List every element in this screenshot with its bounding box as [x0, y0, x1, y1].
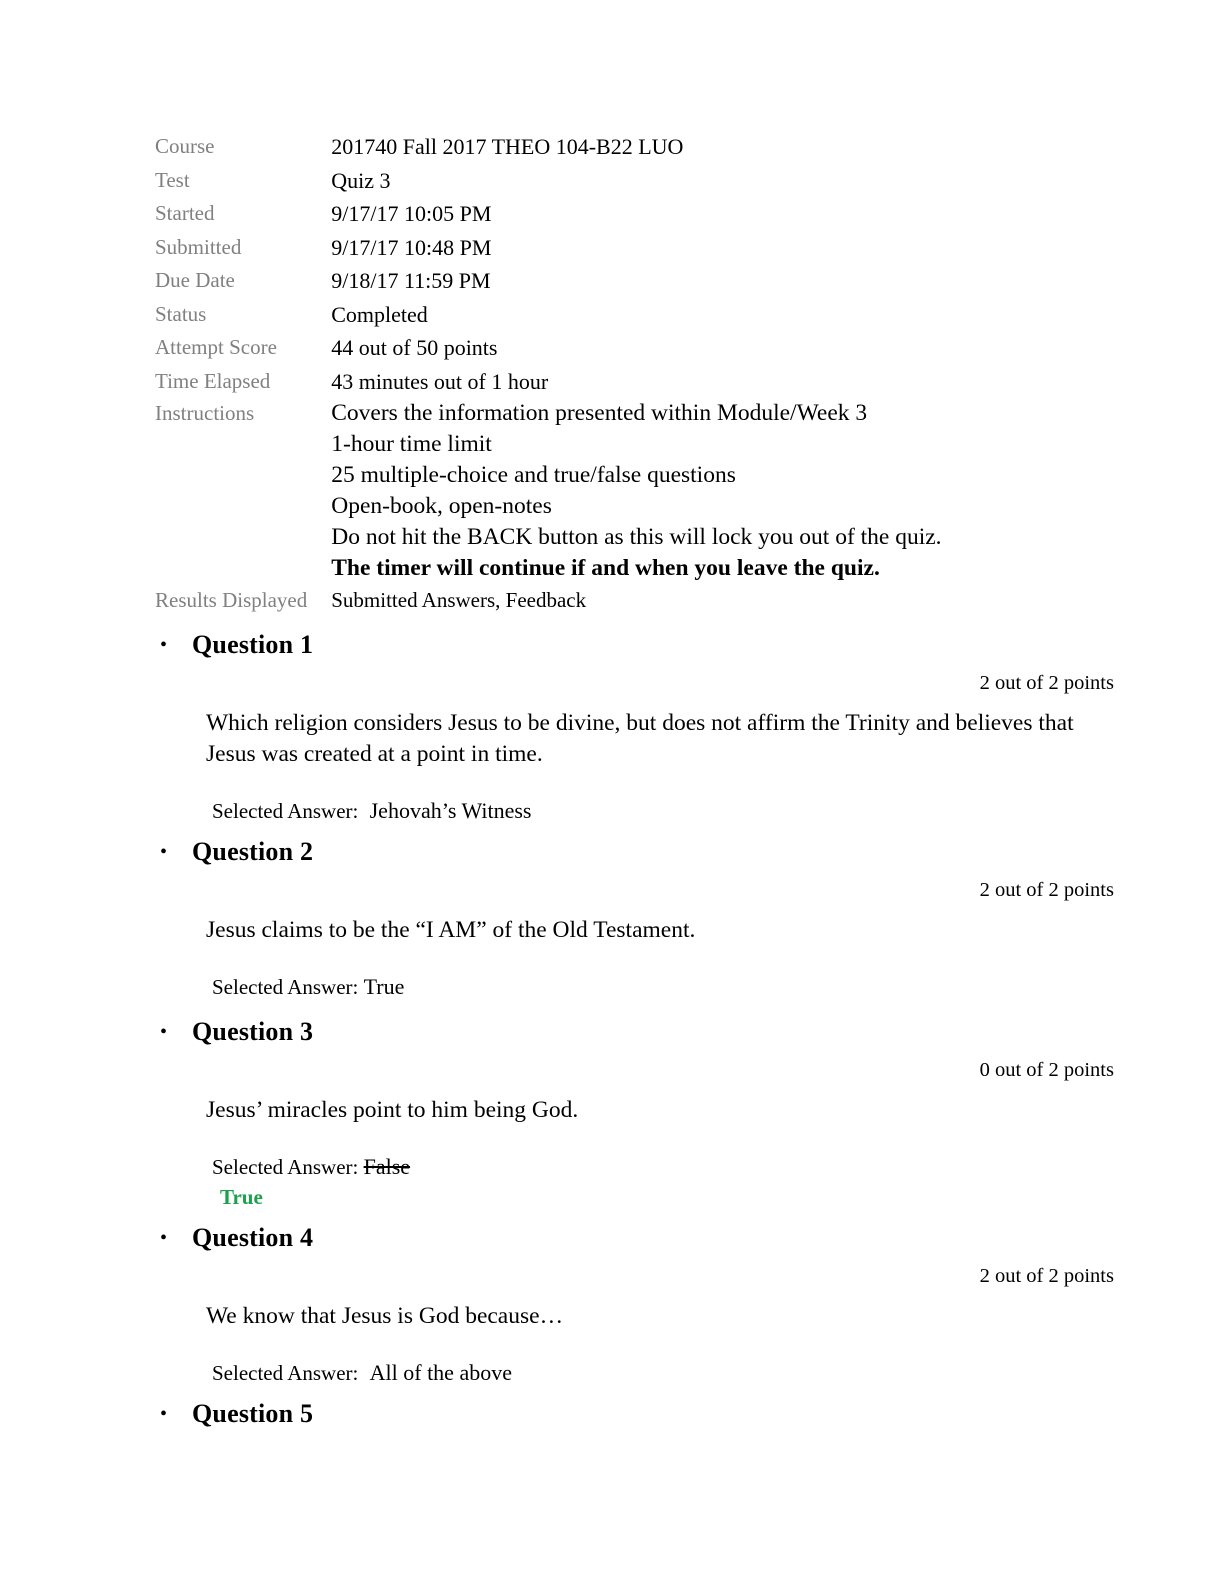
question-3 — [100, 1011, 1124, 1217]
quiz-info-table — [155, 130, 942, 616]
info-row-results-displayed — [155, 584, 942, 616]
selected-answer-value: Jehovah’s Witness — [369, 798, 532, 823]
question-text: Jesus claims to be the “I AM” of the Old Testament. — [206, 917, 696, 943]
info-label-test: Test — [155, 167, 190, 192]
spacer — [192, 1001, 1124, 1011]
instruction-line-4: Open-book, open-notes — [331, 493, 552, 519]
info-row-due-date — [155, 264, 942, 298]
selected-answer-label: Selected Answer: — [212, 1361, 359, 1385]
info-value-instructions — [331, 398, 941, 584]
question-answer-row — [212, 1359, 1124, 1387]
question-text: Jesus’ miracles point to him being God. — [206, 1097, 579, 1123]
info-value-test: Quiz 3 — [331, 167, 391, 193]
question-title: • Question 4 — [192, 1223, 314, 1252]
instruction-line-3: 25 multiple-choice and true/false questions — [331, 462, 736, 488]
info-label-started: Started — [155, 201, 215, 225]
instruction-line-1: Covers the information presented within Module/Week 3 — [331, 400, 868, 426]
info-row-submitted — [155, 231, 942, 265]
question-text: We know that Jesus is God because… — [206, 1303, 564, 1329]
info-label-submitted: Submitted — [155, 234, 242, 259]
question-title: • Question 5 — [192, 1399, 314, 1428]
info-label-attempt-score: Attempt Score — [155, 335, 277, 359]
question-answer-row — [212, 1153, 1124, 1211]
instruction-line-2: 1-hour time limit — [331, 431, 492, 457]
selected-answer-value: True — [363, 974, 405, 999]
info-label-status: Status — [155, 301, 207, 326]
question-1 — [100, 624, 1124, 831]
selected-answer-value: False — [363, 1154, 411, 1179]
info-value-status: Completed — [331, 301, 428, 327]
question-4 — [100, 1217, 1124, 1393]
question-list — [100, 624, 1124, 1435]
info-row-started — [155, 197, 942, 231]
question-answer-row — [212, 973, 1124, 1001]
question-points: 2 out of 2 points — [979, 879, 1114, 901]
question-title: • Question 3 — [192, 1017, 314, 1046]
info-value-submitted: 9/17/17 10:48 PM — [331, 234, 492, 260]
question-points: 2 out of 2 points — [979, 1265, 1114, 1287]
info-value-due-date: 9/18/17 11:59 PM — [331, 268, 491, 293]
info-value-results-displayed: Submitted Answers, Feedback — [331, 588, 587, 612]
info-value-attempt-score: 44 out of 50 points — [331, 335, 498, 360]
info-value-course: 201740 Fall 2017 THEO 104-B22 LUO — [331, 134, 684, 159]
question-5 — [100, 1393, 1124, 1435]
selected-answer-label: Selected Answer: — [212, 1155, 359, 1179]
selected-answer-label: Selected Answer: — [212, 975, 359, 999]
quiz-info-body — [155, 130, 942, 616]
info-row-instructions — [155, 398, 942, 584]
question-title: • Question 2 — [192, 837, 314, 866]
instruction-line-bold: The timer will continue if and when you leave the quiz. — [331, 555, 880, 581]
instruction-line-5: Do not hit the BACK button as this will lock you out of the quiz. — [331, 524, 942, 550]
question-title: • Question 1 — [192, 630, 314, 659]
selected-answer-label: Selected Answer: — [212, 799, 359, 823]
selected-answer-value: All of the above — [369, 1360, 512, 1385]
info-label-due-date: Due Date — [155, 268, 235, 292]
info-value-time-elapsed: 43 minutes out of 1 hour — [331, 368, 549, 394]
info-label-course: Course — [155, 134, 215, 158]
info-row-attempt-score — [155, 331, 942, 365]
question-points: 2 out of 2 points — [979, 672, 1114, 694]
info-row-status — [155, 298, 942, 332]
info-value-started: 9/17/17 10:05 PM — [331, 201, 492, 226]
question-2 — [100, 831, 1124, 1011]
info-row-test — [155, 164, 942, 198]
question-answer-row — [212, 797, 1124, 825]
info-label-instructions: Instructions — [155, 401, 255, 425]
question-text: Which religion considers Jesus to be divine, but does not affirm the Trinity and believes that Jesus was created at a point in time. — [206, 710, 1074, 767]
info-row-course — [155, 130, 942, 164]
correct-answer-value: True — [220, 1185, 263, 1209]
info-label-time-elapsed: Time Elapsed — [155, 368, 271, 393]
info-row-time-elapsed — [155, 365, 942, 399]
question-points: 0 out of 2 points — [979, 1059, 1114, 1081]
info-label-results-displayed: Results Displayed — [155, 588, 308, 612]
